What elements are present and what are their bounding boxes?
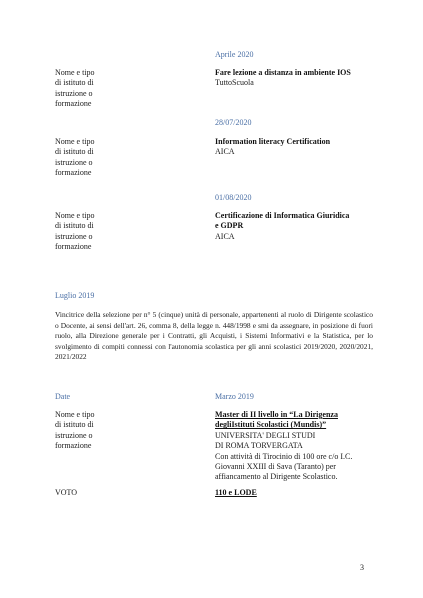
master-org: Giovanni XXIII di Sava (Taranto) per (215, 462, 336, 472)
master-org: UNIVERSITA' DEGLI STUDI (215, 430, 316, 440)
master-org: Con attività di Tirocinio di 100 ore c/o I.C. (215, 451, 353, 461)
entry-org: TuttoScuola (215, 78, 254, 88)
entry-title: Fare lezione a distanza in ambiente IOS (215, 68, 351, 77)
label-line: Nome e tipo (55, 137, 95, 146)
entry-title: Certificazione di Informatica Giuridica (215, 211, 350, 220)
master-label (55, 410, 135, 452)
entry-date: Aprile 2020 (215, 50, 254, 59)
master-content (215, 410, 375, 483)
master-title: Master di II livello in “La Dirigenza (215, 410, 338, 419)
label-line: di istituto di (55, 420, 94, 430)
master-date-label: Date (55, 392, 71, 401)
entry-content (215, 211, 375, 242)
master-org: affiancamento al Dirigente Scolastico. (215, 472, 338, 482)
entry-date: 01/08/2020 (215, 193, 252, 202)
entry-label (55, 68, 135, 110)
label-line: istruzione o (55, 88, 93, 98)
entry-org: AICA (215, 147, 235, 157)
entry-title: e GDPR (215, 221, 244, 231)
master-org: DI ROMA TORVERGATA (215, 441, 303, 451)
label-line: formazione (55, 168, 92, 178)
entry-date: 28/07/2020 (215, 118, 252, 127)
label-line: di istituto di (55, 221, 94, 231)
section-paragraph: Vincitrice della selezione per n° 5 (cinque) unità di personale, appartenenti al ruolo di Dirigente scolastico o Docente, ai sensi dell'art. 26, comma 8, della legge n. 448/1998 e smi da assegnare, in posizione di fuori ruolo, alla Direzione generale per i Contratti, gli Acquisti, i Sistemi Informativi e la Statistica, per lo svolgimento di compiti connessi con l'autonomia scolastica per gli anni scolastici 2019/2020, 2020/2021, 2021/2022 (55, 310, 373, 362)
label-line: formazione (55, 441, 92, 451)
label-line: Nome e tipo (55, 211, 95, 220)
entry-content (215, 68, 375, 89)
label-line: di istituto di (55, 78, 94, 88)
entry-label (55, 137, 135, 179)
master-title: degliIstituti Scolastici (Mundis)” (215, 420, 327, 430)
label-line: di istituto di (55, 147, 94, 157)
entry-content (215, 137, 375, 158)
label-line: istruzione o (55, 157, 93, 167)
label-line: istruzione o (55, 231, 93, 241)
voto-value: 110 e LODE (215, 488, 257, 497)
master-date: Marzo 2019 (215, 392, 254, 401)
entry-org: AICA (215, 231, 235, 241)
page-number: 3 (360, 563, 364, 572)
entry-title: Information literacy Certification (215, 137, 331, 146)
label-line: formazione (55, 99, 92, 109)
label-line: Nome e tipo (55, 410, 95, 419)
label-line: istruzione o (55, 430, 93, 440)
entry-label (55, 211, 135, 253)
label-line: formazione (55, 242, 92, 252)
label-line: Nome e tipo (55, 68, 95, 77)
voto-label: VOTO (55, 488, 78, 497)
section-date: Luglio 2019 (55, 291, 95, 300)
